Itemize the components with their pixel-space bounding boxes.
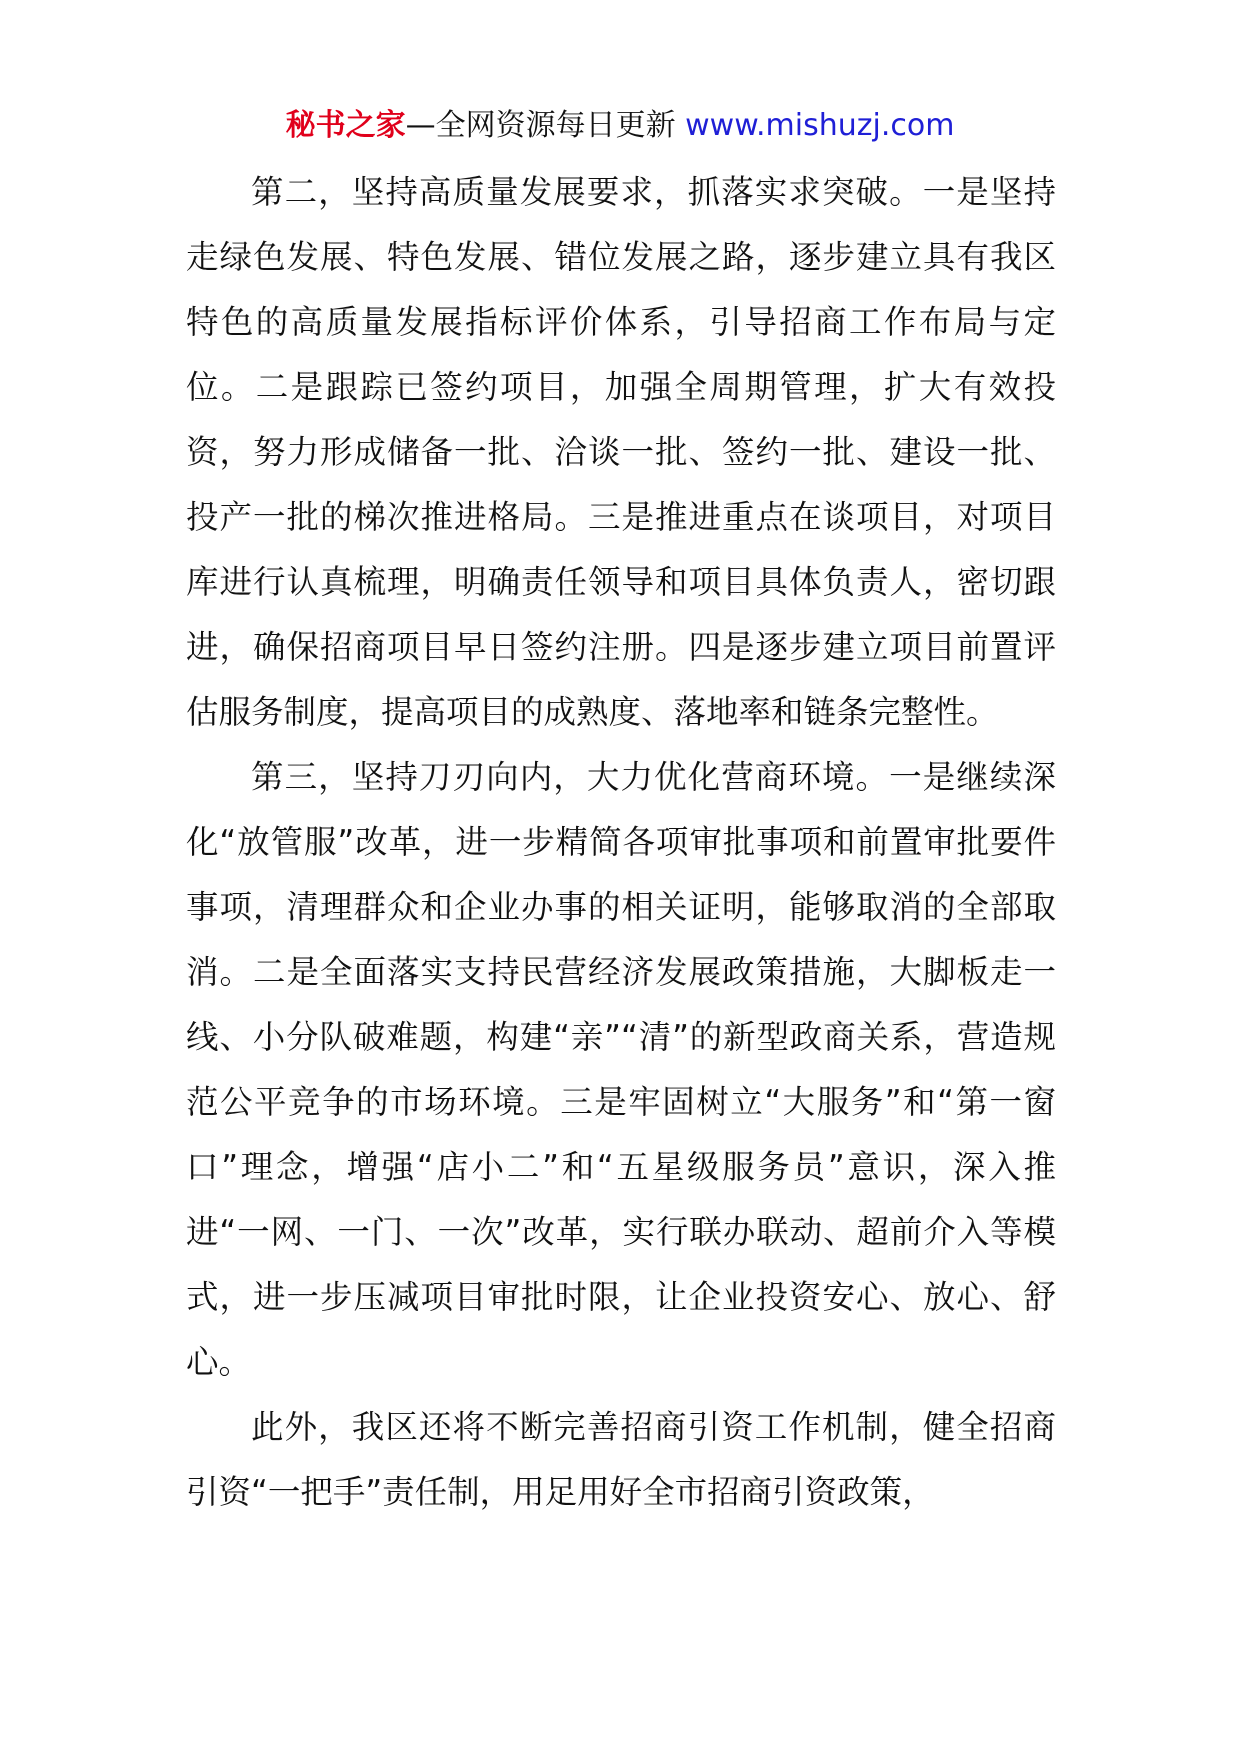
paragraph-second: 第二，坚持高质量发展要求，抓落实求突破。一是坚持走绿色发展、特色发展、错位发展之路，逐步建立具有我区特色的高质量发展指标评价体系，引导招商工作布局与定位。二是跟踪已签约项目，加强全周期管理，扩大有效投资，努力形成储备一批、洽谈一批、签约一批、建设一批、投产一批的梯次推进格局。三是推进重点在谈项目，对项目库进行认真梳理，明确责任领导和项目具体负责人，密切跟进，确保招商项目早日签约注册。四是逐步建立项目前置评估服务制度，提高项目的成熟度、落地率和链条完整性。 xyxy=(186,173,1056,731)
paragraph-third: 第三，坚持刀刃向内，大力优化营商环境。一是继续深化“放管服”改革，进一步精简各项审批事项和前置审批要件事项，清理群众和企业办事的相关证明，能够取消的全部取消。二是全面落实支持民营经济发展政策措施，大脚板走一线、小分队破难题，构建“亲”“清”的新型政商关系，营造规范公平竞争的市场环境。三是牢固树立“大服务”和“第一窗口”理念，增强“店小二”和“五星级服务员”意识，深入推进“一网、一门、一次”改革，实行联办联动、超前介入等模式，进一步压减项目审批时限，让企业投资安心、放心、舒心。 xyxy=(186,758,1056,1381)
site-url-link[interactable]: www.mishuzj.com xyxy=(685,108,955,143)
site-tagline: —全网资源每日更新 xyxy=(405,108,686,143)
site-header xyxy=(0,104,1240,148)
site-brand: 秘书之家 xyxy=(285,108,406,143)
document-body xyxy=(186,160,1056,1525)
paragraph-additionally: 此外，我区还将不断完善招商引资工作机制，健全招商引资“一把手”责任制，用足用好全市招商引资政策， xyxy=(186,1408,1056,1511)
